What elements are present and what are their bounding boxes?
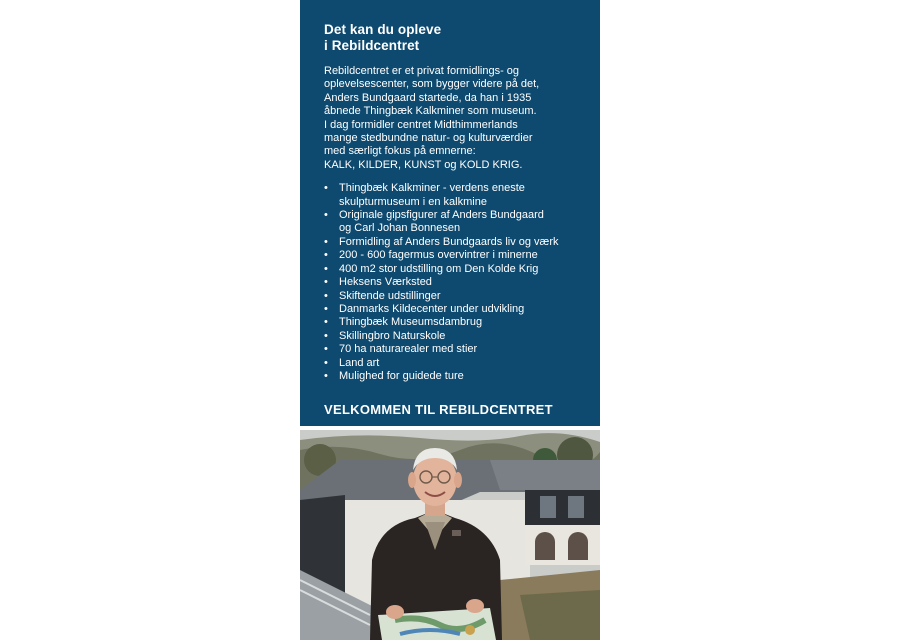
intro-line: I dag formidler centret Midthimmerlands [324, 118, 518, 131]
intro-line: oplevelsescenter, som bygger videre på det, [324, 78, 540, 91]
info-panel [300, 0, 600, 426]
panel-heading [324, 22, 576, 53]
list-item: • Formidling af Anders Bundgaards liv og værk [324, 236, 576, 249]
intro-line: Anders Bundgaard startede, da han i 1935 [324, 91, 532, 104]
heading-line-2: i Rebildcentret [324, 37, 420, 53]
leaflet-page [300, 0, 600, 640]
intro-line: med særligt fokus på emnerne: [324, 145, 476, 158]
list-item: • Skiftende udstillinger [324, 290, 576, 303]
list-item: • Land art [324, 357, 576, 370]
intro-line: KALK, KILDER, KUNST og KOLD KRIG. [324, 158, 523, 171]
list-item: • Danmarks Kildecenter under udvikling [324, 303, 576, 316]
list-item: • Skillingbro Naturskole [324, 330, 576, 343]
list-item: • Thingbæk Museumsdambrug [324, 316, 576, 329]
intro-line: åbnede Thingbæk Kalkminer som museum. [324, 105, 537, 118]
intro-paragraph [324, 65, 576, 172]
intro-line: Rebildcentret er et privat formidlings- og [324, 65, 520, 77]
welcome-banner: VELKOMMEN TIL REBILDCENTRET [324, 402, 553, 417]
list-item: • 200 - 600 fagermus overvintrer i minerne [324, 249, 576, 262]
list-item: • Originale gipsfigurer af Anders Bundgaard og Carl Johan Bonnesen [324, 209, 576, 236]
list-item: • Mulighed for guidede ture [324, 370, 576, 383]
intro-line: mange stedbundne natur- og kulturværdier [324, 132, 533, 145]
list-item: • Heksens Værksted [324, 276, 576, 289]
list-item: • 400 m2 stor udstilling om Den Kolde Krig [324, 263, 576, 276]
photo-man-with-map [300, 430, 600, 640]
list-item: • Thingbæk Kalkminer - verdens eneste skulpturmuseum i en kalkmine [324, 182, 576, 209]
heading-line-1: Det kan du opleve [324, 22, 442, 37]
list-item: • 70 ha naturarealer med stier [324, 343, 576, 356]
feature-list [324, 182, 576, 383]
